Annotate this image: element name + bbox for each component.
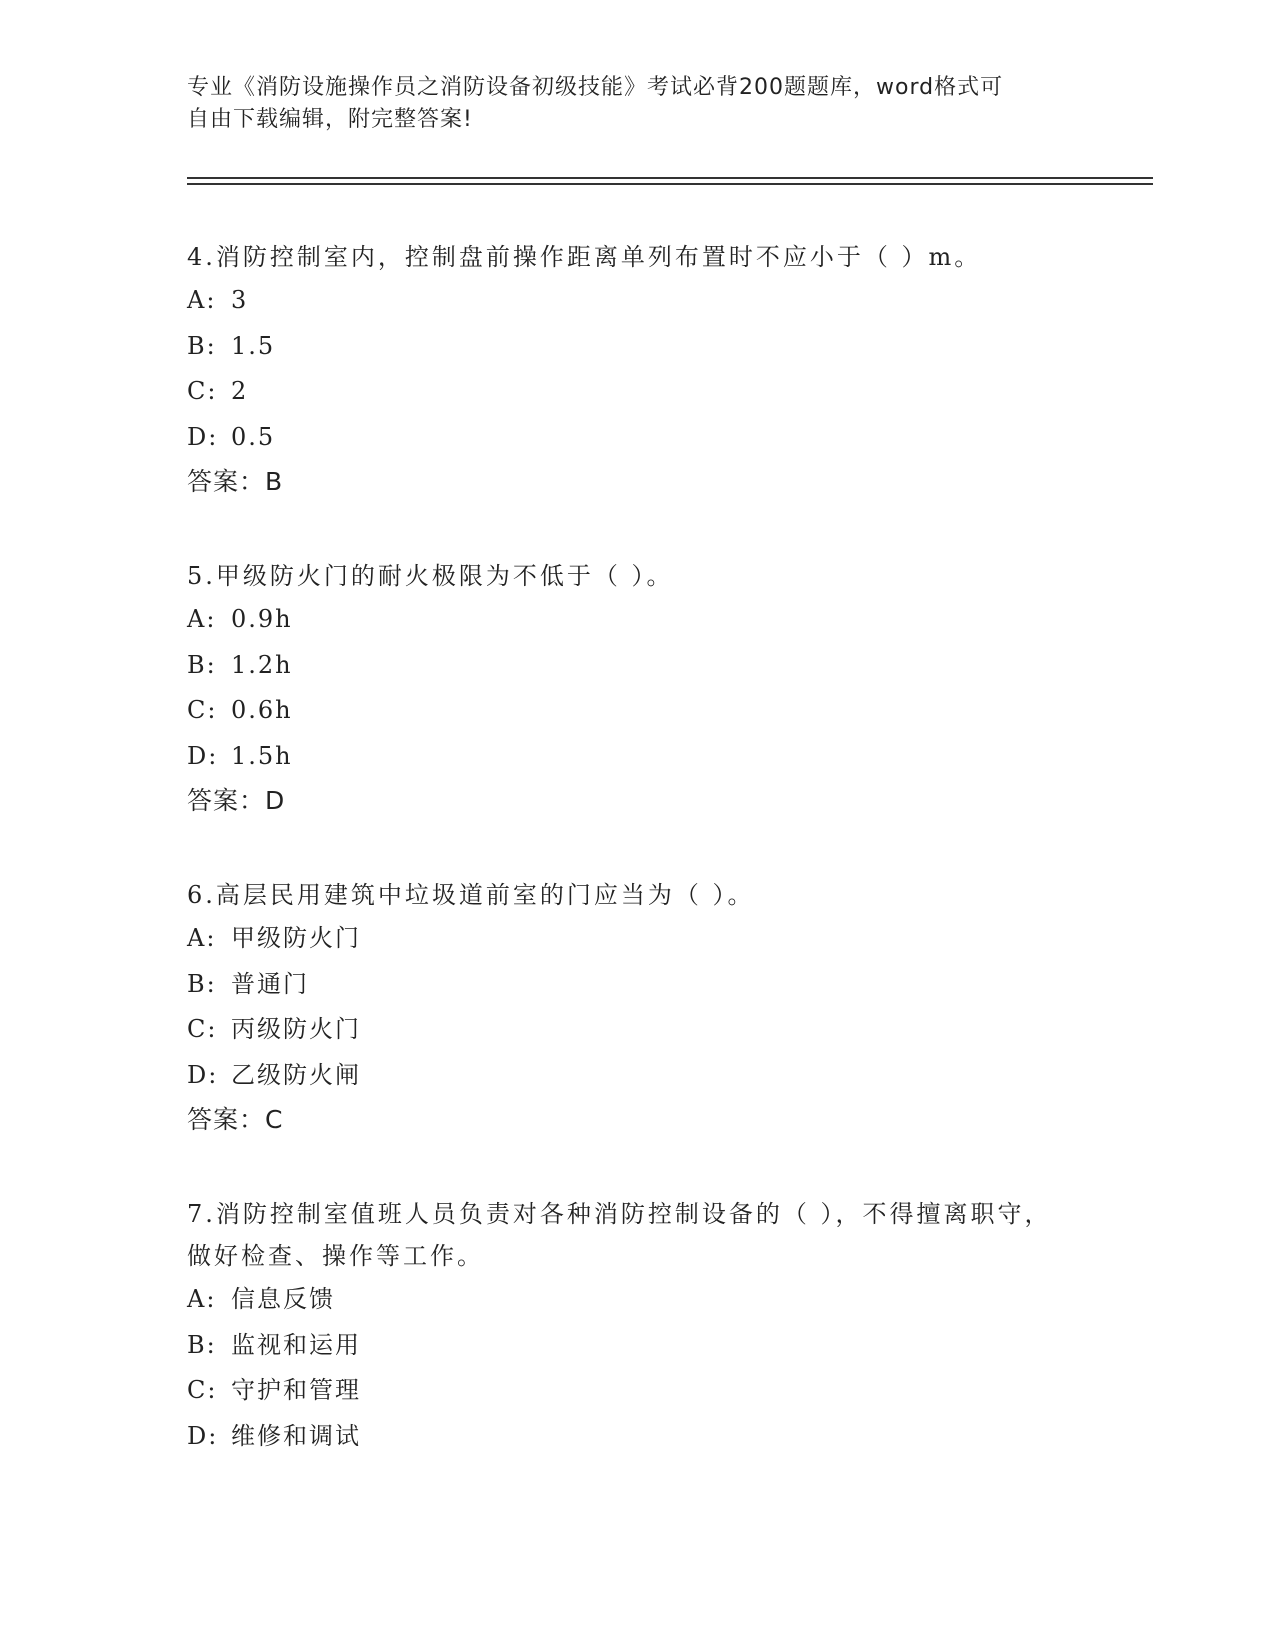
option-text: 守护和管理 — [231, 1376, 361, 1404]
option-key: B: — [187, 969, 217, 998]
option-key: C: — [187, 696, 218, 724]
option-key: A: — [187, 924, 217, 952]
document-title — [187, 72, 1067, 136]
option-text: 0.5 — [231, 422, 276, 451]
option-key: A: — [187, 286, 217, 314]
option-c — [187, 1007, 1067, 1053]
option-text: 1.5h — [231, 741, 293, 770]
option-text: 维修和调试 — [231, 1421, 361, 1450]
question-6 — [187, 874, 1067, 1142]
option-text: 监视和运用 — [231, 1330, 361, 1359]
option-text: 1.2h — [231, 650, 293, 679]
option-text: 3 — [231, 286, 249, 314]
option-b — [187, 962, 1067, 1008]
option-key: D: — [187, 1421, 219, 1450]
option-b — [187, 643, 1067, 689]
option-a — [187, 916, 1067, 962]
option-key: B: — [187, 650, 217, 679]
option-c — [187, 1368, 1067, 1414]
option-b — [187, 1323, 1067, 1369]
answer-line: 答案：D — [187, 786, 286, 815]
question-stem: 4.消防控制室内，控制盘前操作距离单列布置时不应小于（ ）m。 — [187, 243, 982, 271]
option-key: D: — [187, 422, 219, 451]
option-c — [187, 369, 1067, 415]
option-text: 0.6h — [231, 696, 293, 724]
option-text: 信息反馈 — [231, 1285, 335, 1313]
option-key: C: — [187, 1376, 218, 1404]
question-5 — [187, 555, 1067, 823]
question-4 — [187, 236, 1067, 504]
option-text: 丙级防火门 — [231, 1015, 361, 1043]
title-line-1: 专业《消防设施操作员之消防设备初级技能》考试必背200题题库，word格式可 — [187, 75, 1004, 100]
option-key: C: — [187, 377, 218, 405]
option-text: 2 — [231, 377, 249, 405]
option-key: B: — [187, 331, 217, 360]
option-key: A: — [187, 1285, 217, 1313]
option-b — [187, 324, 1067, 370]
answer-line: 答案：C — [187, 1105, 284, 1134]
option-d — [187, 734, 1067, 780]
question-7 — [187, 1193, 1067, 1459]
header-divider-bottom — [187, 183, 1153, 185]
option-d — [187, 1414, 1067, 1460]
option-key: D: — [187, 1060, 219, 1089]
question-stem: 5.甲级防火门的耐火极限为不低于（ ）。 — [187, 562, 674, 590]
option-d — [187, 1053, 1067, 1099]
question-stem: 7.消防控制室值班人员负责对各种消防控制设备的（ ），不得擅离职守，做好检查、操作等工作。 — [187, 1200, 1052, 1270]
option-a — [187, 597, 1067, 643]
title-line-2: 自由下载编辑，附完整答案! — [187, 107, 473, 132]
option-text: 乙级防火闸 — [231, 1060, 361, 1089]
option-c — [187, 688, 1067, 734]
option-d — [187, 415, 1067, 461]
option-key: C: — [187, 1015, 218, 1043]
option-a — [187, 1277, 1067, 1323]
question-stem: 6.高层民用建筑中垃圾道前室的门应当为（ ）。 — [187, 881, 755, 909]
option-key: D: — [187, 741, 219, 770]
option-key: B: — [187, 1330, 217, 1359]
header-divider-top — [187, 177, 1153, 179]
option-text: 0.9h — [231, 605, 293, 633]
option-text: 1.5 — [231, 331, 276, 360]
option-text: 普通门 — [231, 969, 309, 998]
option-text: 甲级防火门 — [231, 924, 361, 952]
answer-line: 答案：B — [187, 467, 284, 496]
option-a — [187, 278, 1067, 324]
option-key: A: — [187, 605, 217, 633]
